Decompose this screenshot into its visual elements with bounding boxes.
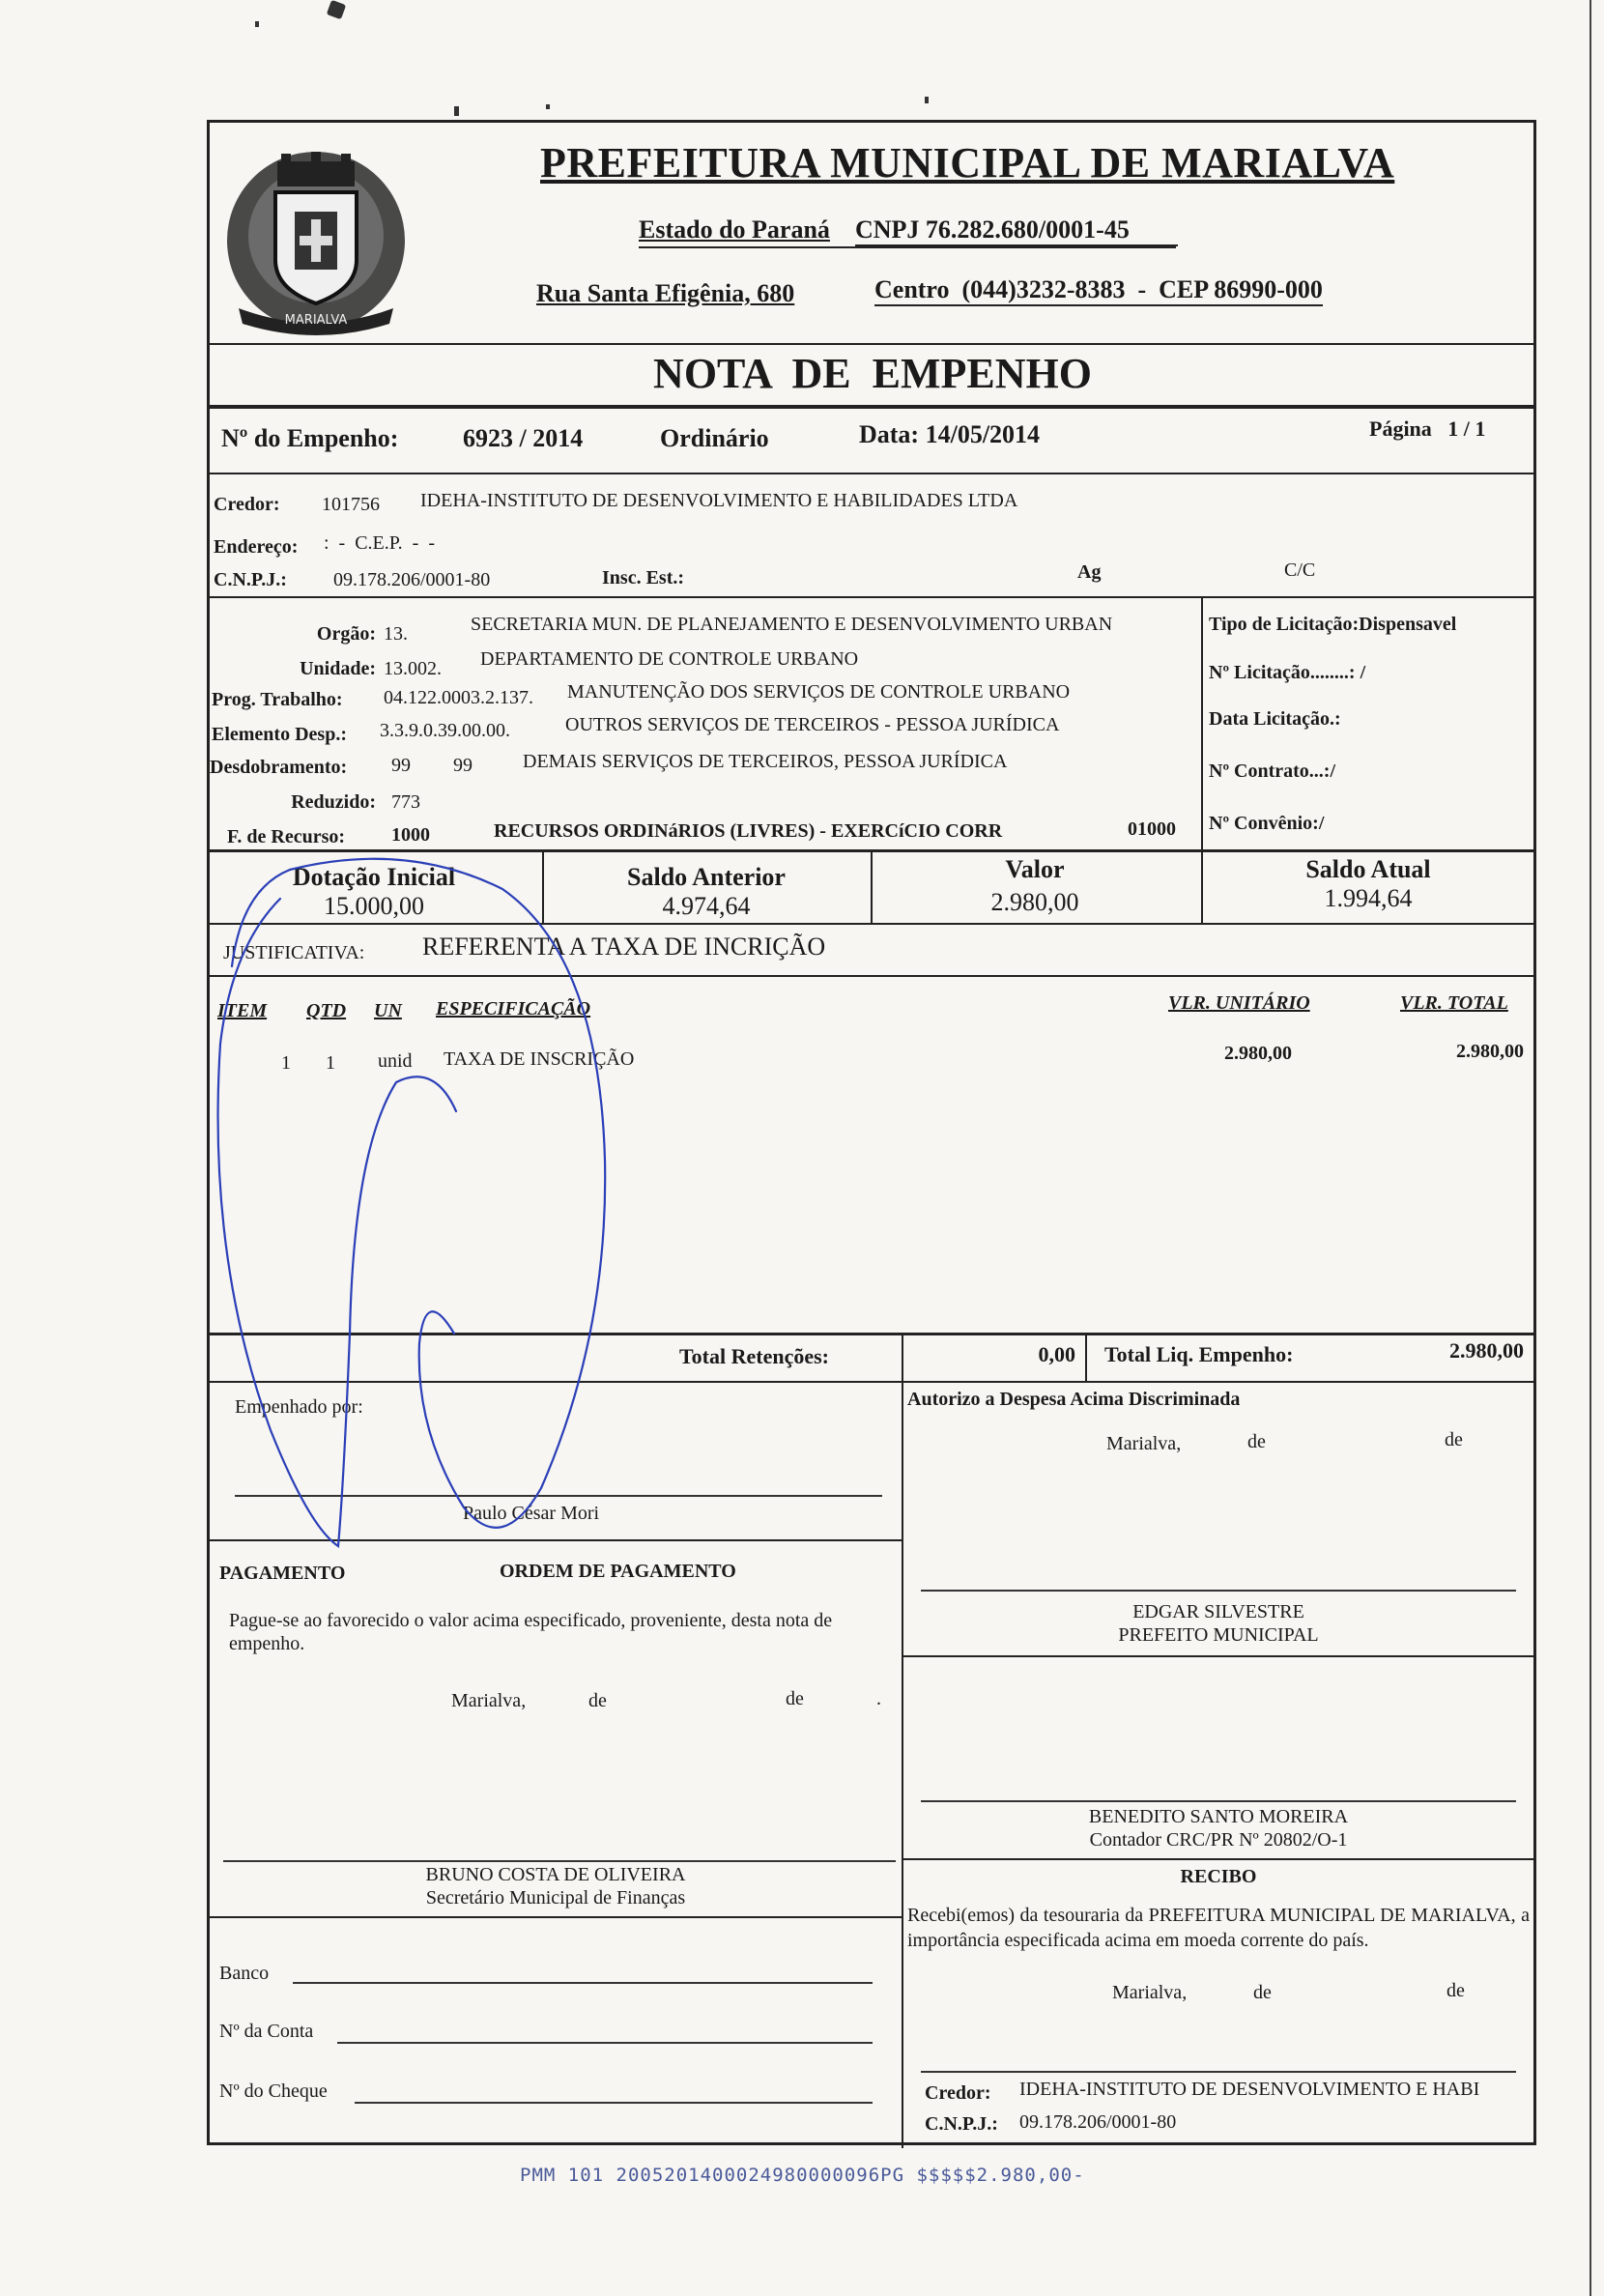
prefeito-title: PREFEITO MUNICIPAL xyxy=(1118,1624,1319,1646)
numero-licitacao: Nº Licitação........: / xyxy=(1209,662,1366,683)
total-retencoes-value: 0,00 xyxy=(1038,1342,1075,1366)
desdobramento-label: Desdobramento: xyxy=(210,757,348,778)
pagamento-label: PAGAMENTO xyxy=(219,1563,346,1584)
contador-title: Contador CRC/PR Nº 20802/O-1 xyxy=(1089,1829,1348,1851)
doc-title: NOTA DE EMPENHO xyxy=(653,350,1092,397)
autorizo-label: Autorizo a Despesa Acima Discriminada xyxy=(907,1389,1241,1410)
col-vlr-total: VLR. TOTAL xyxy=(1400,992,1508,1014)
pagamento-dot: . xyxy=(876,1688,881,1709)
elemento-label: Elemento Desp.: xyxy=(212,724,347,745)
orgao-label: Orgão: xyxy=(316,623,376,645)
unidade-desc: DEPARTAMENTO DE CONTROLE URBANO xyxy=(480,648,859,670)
row-vlr-unitario: 2.980,00 xyxy=(1224,1043,1292,1064)
row-qtd: 1 xyxy=(326,1052,335,1074)
reduzido-label: Reduzido: xyxy=(291,791,376,813)
justificativa-label: JUSTIFICATIVA: xyxy=(223,942,365,963)
desdobramento-code1: 99 xyxy=(391,755,411,776)
col-qtd: QTD xyxy=(306,1000,347,1021)
ag-label: Ag xyxy=(1077,561,1102,583)
cnpj-label: C.N.P.J.: xyxy=(214,569,287,590)
prog-label: Prog. Trabalho: xyxy=(212,689,343,710)
contador-name: BENEDITO SANTO MOREIRA xyxy=(1088,1806,1349,1827)
autorizo-de2: de xyxy=(1445,1429,1463,1450)
col-especificacao: ESPECIFICAÇÃO xyxy=(436,998,591,1019)
data-licitacao: Data Licitação.: xyxy=(1209,708,1341,730)
dotacao-inicial-value: 15.000,00 xyxy=(324,892,424,920)
valor-value: 2.980,00 xyxy=(990,888,1079,916)
prog-code: 04.122.0003.2.137. xyxy=(384,687,533,708)
svg-text:MARIALVA: MARIALVA xyxy=(284,313,348,328)
ordem-pagamento-label: ORDEM DE PAGAMENTO xyxy=(500,1561,736,1582)
endereco-value: : - C.E.P. - - xyxy=(324,532,435,554)
credor-label: Credor: xyxy=(214,494,280,515)
unidade-label: Unidade: xyxy=(300,658,376,679)
cheque-label: Nº do Cheque xyxy=(219,2081,328,2102)
endereco-label: Endereço: xyxy=(214,536,299,558)
credor-name: IDEHA-INSTITUTO DE DESENVOLVIMENTO E HABILIDADES LTDA xyxy=(420,490,1018,511)
numero-convenio: Nº Convênio:/ xyxy=(1209,813,1325,834)
recurso-code: 1000 xyxy=(391,824,430,846)
total-retencoes-label: Total Retenções: xyxy=(679,1344,829,1368)
unidade-code: 13.002. xyxy=(384,658,442,679)
col-item: ITEM xyxy=(217,1000,268,1021)
total-liq-value: 2.980,00 xyxy=(1449,1338,1524,1363)
secretario-title: Secretário Municipal de Finanças xyxy=(425,1887,686,1909)
empenhado-name: Paulo César Mori xyxy=(463,1503,600,1524)
row-especificacao: TAXA DE INSCRIÇÃO xyxy=(444,1048,635,1070)
empenho-date: Data: 14/05/2014 xyxy=(859,420,1041,448)
empenho-type: Ordinário xyxy=(660,424,769,452)
col-un: UN xyxy=(374,1000,402,1021)
empenhado-por-label: Empenhado por: xyxy=(235,1396,363,1418)
row-vlr-total: 2.980,00 xyxy=(1456,1041,1524,1062)
pagamento-text: Pague-se ao favorecido o valor acima especificado, proveniente, desta nota de empenho. xyxy=(229,1610,833,1654)
recibo-credor-name: IDEHA-INSTITUTO DE DESENVOLVIMENTO E HABI xyxy=(1019,2079,1480,2100)
saldo-anterior-label: Saldo Anterior xyxy=(627,863,786,891)
district-phone-cep: Centro (044)3232-8383 - CEP 86990-000 xyxy=(874,275,1323,306)
autorizo-de1: de xyxy=(1247,1431,1266,1452)
pagamento-city: Marialva, xyxy=(451,1690,527,1711)
elemento-code: 3.3.9.0.39.00.00. xyxy=(380,720,510,741)
pagamento-de1: de xyxy=(588,1690,607,1711)
total-liq-label: Total Liq. Empenho: xyxy=(1104,1342,1294,1366)
numero-contrato: Nº Contrato...:/ xyxy=(1209,761,1336,782)
justificativa-text: REFERENTA A TAXA DE INCRIÇÃO xyxy=(422,933,826,961)
cnpj-prefeitura: CNPJ 76.282.680/0001-45 xyxy=(855,215,1178,246)
saldo-atual-label: Saldo Atual xyxy=(1305,855,1431,883)
desdobramento-desc: DEMAIS SERVIÇOS DE TERCEIROS, PESSOA JURÍDICA xyxy=(523,751,1008,772)
prog-desc: MANUTENÇÃO DOS SERVIÇOS DE CONTROLE URBANO xyxy=(567,681,1071,703)
valor-label: Valor xyxy=(1005,855,1065,883)
credor-code: 101756 xyxy=(322,494,380,515)
recibo-title: RECIBO xyxy=(1180,1866,1257,1887)
insc-label: Insc. Est.: xyxy=(602,567,685,588)
row-item: 1 xyxy=(281,1052,291,1074)
elemento-desc: OUTROS SERVIÇOS DE TERCEIROS - PESSOA JURÍDICA xyxy=(565,714,1060,735)
row-un: unid xyxy=(378,1050,413,1072)
banco-label: Banco xyxy=(219,1963,270,1984)
recibo-text: Recebi(emos) da tesouraria da PREFEITURA MUNICIPAL DE MARIALVA, a importância especificada acima em moeda corrente do país. xyxy=(907,1905,1530,1951)
authentication-code: PMM 101 2005201400024980000096PG $$$$$2.980,00- xyxy=(520,2165,1085,2186)
empenho-number: 6923 / 2014 xyxy=(463,424,584,452)
desdobramento-code2: 99 xyxy=(453,755,473,776)
orgao-code: 13. xyxy=(384,623,408,645)
address: Rua Santa Efigênia, 680 xyxy=(536,279,795,307)
recurso-desc: RECURSOS ORDINáRIOS (LIVRES) - EXERCíCIO CORR xyxy=(494,820,1003,842)
reduzido-code: 773 xyxy=(391,791,420,813)
recibo-credor-label: Credor: xyxy=(925,2082,991,2104)
saldo-anterior-value: 4.974,64 xyxy=(662,892,751,920)
cnpj-value: 09.178.206/0001-80 xyxy=(333,569,491,590)
recibo-de2: de xyxy=(1446,1980,1465,2001)
tipo-licitacao: Tipo de Licitação:Dispensavel xyxy=(1209,614,1457,635)
col-vlr-unitario: VLR. UNITÁRIO xyxy=(1168,992,1310,1014)
recibo-city: Marialva, xyxy=(1112,1982,1188,2003)
saldo-atual-value: 1.994,64 xyxy=(1324,884,1413,912)
dotacao-inicial-label: Dotação Inicial xyxy=(292,863,456,891)
recibo-de1: de xyxy=(1253,1982,1272,2003)
cc-label: C/C xyxy=(1284,560,1316,581)
conta-label: Nº da Conta xyxy=(219,2021,314,2042)
recibo-cnpj-label: C.N.P.J.: xyxy=(925,2113,998,2135)
secretario-name: BRUNO COSTA DE OLIVEIRA xyxy=(425,1864,686,1885)
recurso-label: F. de Recurso: xyxy=(227,826,346,847)
orgao-desc: SECRETARIA MUN. DE PLANEJAMENTO E DESENVOLVIMENTO URBAN xyxy=(471,614,1113,635)
prefeito-name: EDGAR SILVESTRE xyxy=(1132,1601,1304,1622)
empenho-number-label: Nº do Empenho: xyxy=(221,424,399,452)
page-number: Página 1 / 1 xyxy=(1369,416,1486,441)
autorizo-city: Marialva, xyxy=(1106,1433,1182,1454)
recibo-cnpj-value: 09.178.206/0001-80 xyxy=(1019,2111,1177,2133)
state-name: Estado do Paraná xyxy=(639,215,830,244)
recurso-code2: 01000 xyxy=(1128,818,1176,840)
pagamento-de2: de xyxy=(786,1688,804,1709)
org-name: PREFEITURA MUNICIPAL DE MARIALVA xyxy=(540,139,1395,187)
